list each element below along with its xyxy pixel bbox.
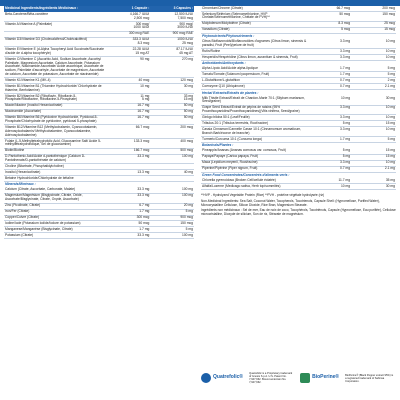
amount-three-capsules: 100 mg [150,233,194,239]
ingredient-name: Choline (Bitartrate, Phosphatidylcholine) [4,164,109,170]
non-medicinal-ingredients: Non-Medicinal Ingredients: Sea Salt, Coconut Water, Tocopherols, Tocotrienols, Capsule Shell: (Hypromellose, Purified Water), Microcrystalline Cellulose, Silicon Dioxide, Rice Bran, Magnesium Stearate. [201,198,380,207]
amount-one-capsule: 166.7 mcg [109,148,151,154]
right-column [201,6,396,218]
amount-one-capsule: 66.7 mcg [308,6,351,11]
amount-three-capsules: 15 mg [351,149,396,154]
ingredient-name: Selenium/Sélénium (Selenomethionine, HVP Chelate/Sélénométhionine, Chélate de PVH)** [201,11,308,21]
amount-one-capsule: 10 mg [308,184,351,190]
quatrefolic-logo [201,373,243,383]
amount-three-capsules: 30 mg [351,184,396,190]
ingredient-name: Ginkgo biloba 50:1 (Leaf/Feuille) [201,115,308,121]
amount-one-capsule: 5 mcg [308,27,351,33]
amount-three-capsules: 87.17 IU/UI 45 mg AT [150,47,194,57]
amount-one-capsule: 3.3 mg [308,160,351,166]
ingredient-name: Beta-Carotene/Bêta-carotène [4,12,109,21]
amount-one-capsule: 16.7 mg [109,103,151,109]
ingredient-name: D-Pantothenic Acid/Acide d-pantothénique (Calcium D-Pantothenate/D-pantothénate de calcium) [4,154,109,164]
ingredient-name: Vitamin K1/Vitamine K1 (MK-4) [4,78,109,84]
ingredient-name: Tribulus 20:1 (Tribulus terrestris, Root/racine) [201,121,308,127]
amount-three-capsules: 50 mg [150,109,194,115]
amount-three-capsules: 30 mg [351,96,396,105]
ingredient-name: Pineapple/Ananas (Ananas comosus var. comosus, Fruit) [201,149,308,154]
ingredient-name: Milk Thistle Extract/Extrait de Chardon-Marie 70:1 (Silybum marianum, Seed/graine) [201,96,308,105]
amount-one-capsule: 6.7 mg [109,203,151,209]
amount-one-capsule: 1.7 mg [308,137,351,143]
ingredient-name: Niacinamide (Ascorbate) [4,109,109,115]
amount-one-capsule: 1.7 mg [308,66,351,71]
amount-one-capsule: 33.3 mg [109,193,151,203]
amount-one-capsule: 33.3 mg [109,188,151,193]
amount-three-capsules: 10 mg [351,39,396,48]
antioxidants-section-label: Antioxidants/Antioxydants : [202,61,246,66]
ingredient-row [4,12,194,21]
amount-three-capsules: 120 mcg [150,78,194,84]
ingredient-row [4,37,194,47]
ingredient-name: Hesperidin/Hespéridine (Citrus limon, aurantium & sinensis, Fruit) [201,54,308,60]
amount-one-capsule: 3.3 mg [308,127,351,137]
ingredient-name: Manganese/Manganèse (Bisglycinate, Citrate) [4,227,109,233]
bioperine-mark-icon [300,373,310,383]
amount-three-capsules: 50 mg [150,103,194,109]
ingredient-name: Tomato/Tomate (Solanum lycopersicum, Fruit) [201,72,308,78]
amount-one-capsule: 8.3 mcg [308,21,351,27]
amount-three-capsules: 5 mg [150,209,194,215]
ingredient-name: Vitamin B12/Vitamine B12 (Methylcobalamin, Cyanocobalamin, Adenosylcobalamin/ Méthylcobalamine, Cyanocobalamine, Adénosylcobalamine) [4,125,109,139]
ingredient-row [4,93,194,103]
ingredient-name: Grape Seed Extract/Extrait de pépins de raisins (95% Proanthocyanidins/Proanthocyanidines)(Vitis vinifera, Seed/graine) [201,105,308,115]
ingredient-name: Chromium/Chrome (Citrate) [201,6,308,11]
bioperine-note: BioPerine® (Black Pepper extract 95%) is a registered trademark of Sabinsa Corporation. [345,373,394,383]
amount-one-capsule: 1.7 mg [109,209,151,215]
amount-three-capsules: 400 mcg [150,138,194,148]
ingredient-name: Chlorella pyrenoidosa (Broken Cell/cellule éclatée) [201,178,308,183]
amount-three-capsules: 30 mg [150,84,194,94]
amount-three-capsules: 100 mg [150,154,194,164]
ingredient-row [201,11,396,21]
ingredient-row [4,193,194,203]
amount-one-capsule: 50 mcg [109,221,151,227]
ingredient-name: Turmeric/Curcuma 10:1 (Curcuma longa) [201,137,308,143]
amount-three-capsules: 100 mg [150,193,194,203]
amount-three-capsules: 15 mg [351,154,396,160]
supplement-facts-table-continued [201,6,396,190]
amount-one-capsule: 66.7 mcg [109,125,151,139]
amount-three-capsules: 10 mg [351,160,396,166]
amount-one-capsule: 10 mg [109,84,151,94]
amount-one-capsule: 0.7 mg [308,78,351,84]
ingredient-name: Piperine/Pipérine (Piper nigrum, Fruit) [201,166,308,172]
ingredient-name: Citrus Bioflavonoids/Bioflavonoïdes d'agrumes (Citrus limon, sinensis & paradisi, Fruit (Peel)/pelure de fruit) [201,39,308,48]
amount-three-capsules: 10 mg [351,127,396,137]
amount-one-capsule: 50 mcg [308,11,351,21]
amount-one-capsule: 0.7 mg [308,84,351,90]
ingredient-row [4,84,194,94]
ingredient-name: Coenzyme Q10 (Ubiquinone) [201,84,308,90]
ingredient-name: Vitamin E/Vitamine E (d-Alpha Tocopheryl Acid Succinate/Succinate d'acide de d-alpha tocophéryle) [4,47,109,57]
three-capsules-header: 3 Capsules : [150,6,194,12]
amount-three-capsules: 500 mcg [150,148,194,154]
amount-one-capsule: 3.3 mg [308,48,351,54]
amount-one-capsule: 16.7 mg [109,109,151,115]
amount-one-capsule: 33.3 mg [109,154,151,164]
quatrefolic-mark-icon [201,373,211,383]
amount-one-capsule: 333.3 IU/UI 8.3 mcg [109,37,151,47]
amount-three-capsules: 10 mg [351,115,396,121]
amount-one-capsule: 3.3 mg [308,39,351,48]
amount-one-capsule: 10 mg [308,96,351,105]
ingredient-name: Vanadium (Citrate) [201,27,308,33]
ingredient-name: Calcium (Citrate, Ascorbate, Carbonate, Malate) [4,188,109,193]
non-medicinal-ingredients-fr: Ingrédients non médicinaux : Sel de mer, Eau de noix de coco, Tocophérols, Tocotriénols, Capsule (Hypromellose, Eau purifiée), Cellulose microcristalline, Dioxyde de silicium, Son de riz, Stéarate de magnésium. [201,208,396,216]
ingredient-name: Inositol (Hexanicotinate) [4,170,109,176]
ingredient-name: Papaya/Papaye (Carica papaya, Fruit) [201,154,308,160]
amount-three-capsules: 10 mg [351,105,396,115]
ingredient-name: Alpha Lipoic Acid/Acide alpha-lipoïque [201,66,308,71]
logos [201,372,396,384]
amount-three-capsules: 15 mcg [351,27,396,33]
botanicals-section-label: Botanicals/Plantes : [202,143,234,148]
amount-one-capsule: 11 mg 5 mg [109,93,151,103]
ingredient-row [4,21,194,31]
one-capsule-header: 1 Capsule : [109,6,151,12]
ingredient-name: Iron/Fer (Citrate) [4,209,109,215]
minerals-section-label: Minerals/Minéraux : [5,182,36,187]
amount-three-capsules: 50 mg [150,115,194,125]
ingredient-row [4,125,194,139]
ingredient-name: Cassia Cinnamon/Cannelle Casse 10:1 (Cinnamomum aromaticum, Branch Bark/écorce de branche) [201,127,308,137]
amount-three-capsules: 2 mg [351,78,396,84]
ingredient-name: Vitamin B2/Vitamine B2 (Riboflavin, Riboflavin-5-Phosphate/Riboflavine, Riboflavine-5-Phosphate) [4,93,109,103]
ingredient-row [4,138,194,148]
amount-one-capsule: 11.7 mg [308,178,351,183]
amount-three-capsules: 12,500 IU/UI 7,500 mcg [150,12,194,21]
amount-three-capsules: 40 mg [150,170,194,176]
amount-three-capsules: 900 mcg/ 3000 IU/UI [150,21,194,31]
hvp-note: **HVP - Hydrolyzed Vegetable Protein (Rice) **PVH - protéine végétale hydrolysée (riz) [201,193,325,197]
ingredient-name: Iodine/Iode (Potassium Iodide/Iodure de potassium) [4,221,109,227]
ingredient-name: L-Glutathione/L-glutathion [201,78,308,84]
bioperine-name: BioPerine® [312,374,340,381]
ingredient-row [4,47,194,57]
amount-one-capsule: 3.3 mg [308,105,351,115]
herbal-extracts-section-label: Herbal Extracts/Extraits de plantes : [202,90,259,95]
ingredient-name: Alfalfa/Luzerne (Medicago sativa, Herb top/sommités) [201,184,308,190]
amount-one-capsule: 300 mcg RAE [109,31,151,37]
amount-three-capsules: 200 mcg [351,6,396,11]
amount-three-capsules: 150 mcg [150,221,194,227]
amount-one-capsule: 33.3 mg [109,233,151,239]
quatrefolic-note: Quatrefolic is a Proprietary trademark of Gnosis S.p.A. U.S. Patent No. 7,947,662. Brevet américain No. 7,947,662. [249,372,293,385]
ingredient-row [201,39,396,48]
amount-one-capsule: 1.7 mg [109,227,151,233]
ingredient-name: Maca (Lepidium meyenii, Root/racine) [201,160,308,166]
amount-one-capsule: 4,166.7 IU/UI 2,500 mcg [109,12,151,21]
ingredient-row [4,154,194,164]
amount-three-capsules: 200 mcg [150,125,194,139]
ingredient-name: Zinc (Picolinate, Citrate) [4,203,109,209]
amount-one-capsule: 90 mg [109,57,151,78]
amount-one-capsule: 300 mcg/ 1000 IU/UI [109,21,151,31]
amount-three-capsules: 5 mg [150,227,194,233]
amount-one-capsule: 0.7 mg [308,166,351,172]
supplement-facts-table [4,6,194,239]
amount-three-capsules: 900 mcg [150,215,194,221]
amount-three-capsules: 1000 IU/UI 25 mcg [150,37,194,47]
ingredient-row [4,115,194,125]
ingredient-name: Copper/Cuivre (Citrate) [4,215,109,221]
amount-one-capsule: 22.28 IU/UI 15 mg AT [109,47,151,57]
ingredient-row [4,57,194,78]
amount-three-capsules: 33 mg 15 mg [150,93,194,103]
ingredient-name: Betaine Hydrochloride/Chlorhydrate de bétaïne [4,176,109,182]
ingredient-name: Folate (L-5-Methyltetrahydrofolic Acid, Glucosamine Salt/ Acide 5-méthyltétrahydrofolique, Sel de glucosamine) [4,138,109,148]
left-column [4,6,194,239]
amount-three-capsules: 10 mg [351,54,396,60]
amount-three-capsules: 150 mcg [351,11,396,21]
notes [201,193,396,216]
ingredient-name: Vitamin A/Vitamine A (Palmitate) [4,21,109,31]
amount-three-capsules: 2.1 mg [351,84,396,90]
ingredient-name: Rutin/Rutine [201,48,308,54]
amount-one-capsule: 5 mg [308,154,351,160]
amount-three-capsules: 900 mcg RAE [150,31,194,37]
amount-one-capsule: 1.7 mg [308,72,351,78]
amount-one-capsule: 40 mcg [109,78,151,84]
amount-one-capsule: 133.3 mcg [109,138,151,148]
amount-three-capsules: 5 mg [351,66,396,71]
ingredient-row [201,127,396,137]
ingredient-name: Potassium (Citrate) [4,233,109,239]
amount-three-capsules: 15 mg [351,121,396,127]
ingredient-name: Vitamin B6/Vitamine B6 (Pyridoxine Hydrochloride, Pyridoxal-5-Phosphate/Chlorhydrate de pyridoxine, pyridoxal 5-phosphate) [4,115,109,125]
ingredient-name: Biotin/Biotine [4,148,109,154]
ingredient-name: Vitamin D3/Vitamine D3 (Cholecalciferol/Cholécalciférol) [4,37,109,47]
quatrefolic-name: Quatrefolic® [213,374,244,381]
amount-one-capsule: 3.3 mg [308,115,351,121]
ingredient-row [201,184,396,190]
amount-three-capsules: 2.1 mg [351,166,396,172]
amount-three-capsules: 5 mg [351,137,396,143]
ingredient-name: Niacin/Niacine (Inositol Hexanicotinate) [4,103,109,109]
amount-one-capsule: 5 mg [308,149,351,154]
amount-three-capsules: 5 mg [351,72,396,78]
amount-three-capsules: 10 mg [351,48,396,54]
ingredient-header: Medicinal Ingredients/Ingrédients Médicinaux : [4,6,109,12]
ingredient-row [201,105,396,115]
ingredient-name: Vitamin B1/Vitamine B1 (Thiamine Hydrochloride/ Chlorhydrate de thiamine, Benfotiamine) [4,84,109,94]
amount-three-capsules: 270 mg [150,57,194,78]
amount-one-capsule: 16.7 mg [109,115,151,125]
amount-three-capsules: 25 mcg [351,21,396,27]
ingredient-name: Vitamin C/Vitamine C (Ascorbic Acid, Sodium Ascorbate, Ascorbyl Palmitate, Magnesium Ascorbate, Calcium Ascorbate, Potassium Ascorbate, Niacinamide Ascorbate/ Acide ascorbique, Ascorbate de sodium, Palmitate d'ascorbyle, Ascorbate de magnésium, Ascorbate de calcium, Ascorbate de potassium, Ascorbate de niacinamide) [4,57,109,78]
phytonutrients-section-label: Phytonutrients/Phytonutriments : [202,33,255,38]
amount-three-capsules: 35 mg [351,178,396,183]
amount-one-capsule: 3.3 mg [308,54,351,60]
green-food-section-label: Green Food Concentrates/Concentrés d'aliments verts : [202,172,290,177]
ingredient-row [4,233,194,239]
ingredient-row [201,96,396,105]
ingredient-name: Magnesium/Magnésium (Bisglycinate, Citrate, Oxide, Ascorbate/Bisglycinate, Citrate, Oxyde, Ascorbate) [4,193,109,203]
bioperine-logo [300,373,339,383]
ingredient-name: Molybdenum/Molybdène (Citrate) [201,21,308,27]
amount-three-capsules: 20 mg [150,203,194,209]
amount-one-capsule: 13.3 mg [109,170,151,176]
amount-three-capsules: 100 mg [150,188,194,193]
amount-one-capsule: 5 mg [308,121,351,127]
amount-one-capsule: 300 mcg [109,215,151,221]
